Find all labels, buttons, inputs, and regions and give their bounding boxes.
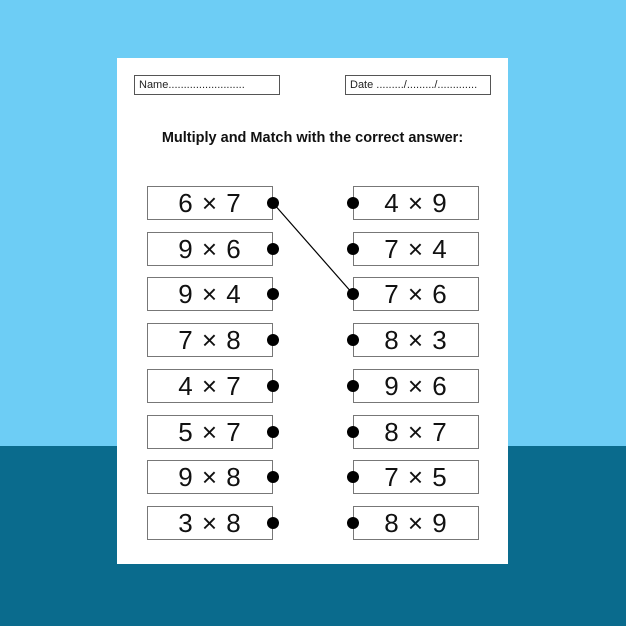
right-problem-box: 7 × 6	[353, 277, 479, 311]
connection-line	[273, 203, 353, 294]
right-match-dot[interactable]	[347, 334, 359, 346]
left-problem-box: 7 × 8	[147, 323, 273, 357]
left-problem-box: 5 × 7	[147, 415, 273, 449]
left-match-dot[interactable]	[267, 380, 279, 392]
left-match-dot[interactable]	[267, 471, 279, 483]
left-problem-box: 3 × 8	[147, 506, 273, 540]
instruction-text: Multiply and Match with the correct answer:	[161, 130, 464, 146]
right-match-dot[interactable]	[347, 471, 359, 483]
right-problem-box: 8 × 9	[353, 506, 479, 540]
right-problem-box: 8 × 7	[353, 415, 479, 449]
right-match-dot[interactable]	[347, 243, 359, 255]
name-field[interactable]: Name.........................	[134, 75, 280, 95]
left-problem-box: 9 × 8	[147, 460, 273, 494]
left-match-dot[interactable]	[267, 243, 279, 255]
right-match-dot[interactable]	[347, 426, 359, 438]
right-match-dot[interactable]	[347, 517, 359, 529]
left-match-dot[interactable]	[267, 517, 279, 529]
left-problem-box: 4 × 7	[147, 369, 273, 403]
right-problem-box: 4 × 9	[353, 186, 479, 220]
right-match-dot[interactable]	[347, 288, 359, 300]
left-problem-box: 6 × 7	[147, 186, 273, 220]
right-match-dot[interactable]	[347, 380, 359, 392]
right-problem-box: 7 × 5	[353, 460, 479, 494]
worksheet-page	[117, 58, 508, 564]
right-match-dot[interactable]	[347, 197, 359, 209]
left-problem-box: 9 × 6	[147, 232, 273, 266]
left-match-dot[interactable]	[267, 197, 279, 209]
right-problem-box: 9 × 6	[353, 369, 479, 403]
left-match-dot[interactable]	[267, 334, 279, 346]
left-problem-box: 9 × 4	[147, 277, 273, 311]
right-problem-box: 7 × 4	[353, 232, 479, 266]
left-match-dot[interactable]	[267, 426, 279, 438]
left-match-dot[interactable]	[267, 288, 279, 300]
date-field[interactable]: Date ........./........./.............	[345, 75, 491, 95]
right-problem-box: 8 × 3	[353, 323, 479, 357]
